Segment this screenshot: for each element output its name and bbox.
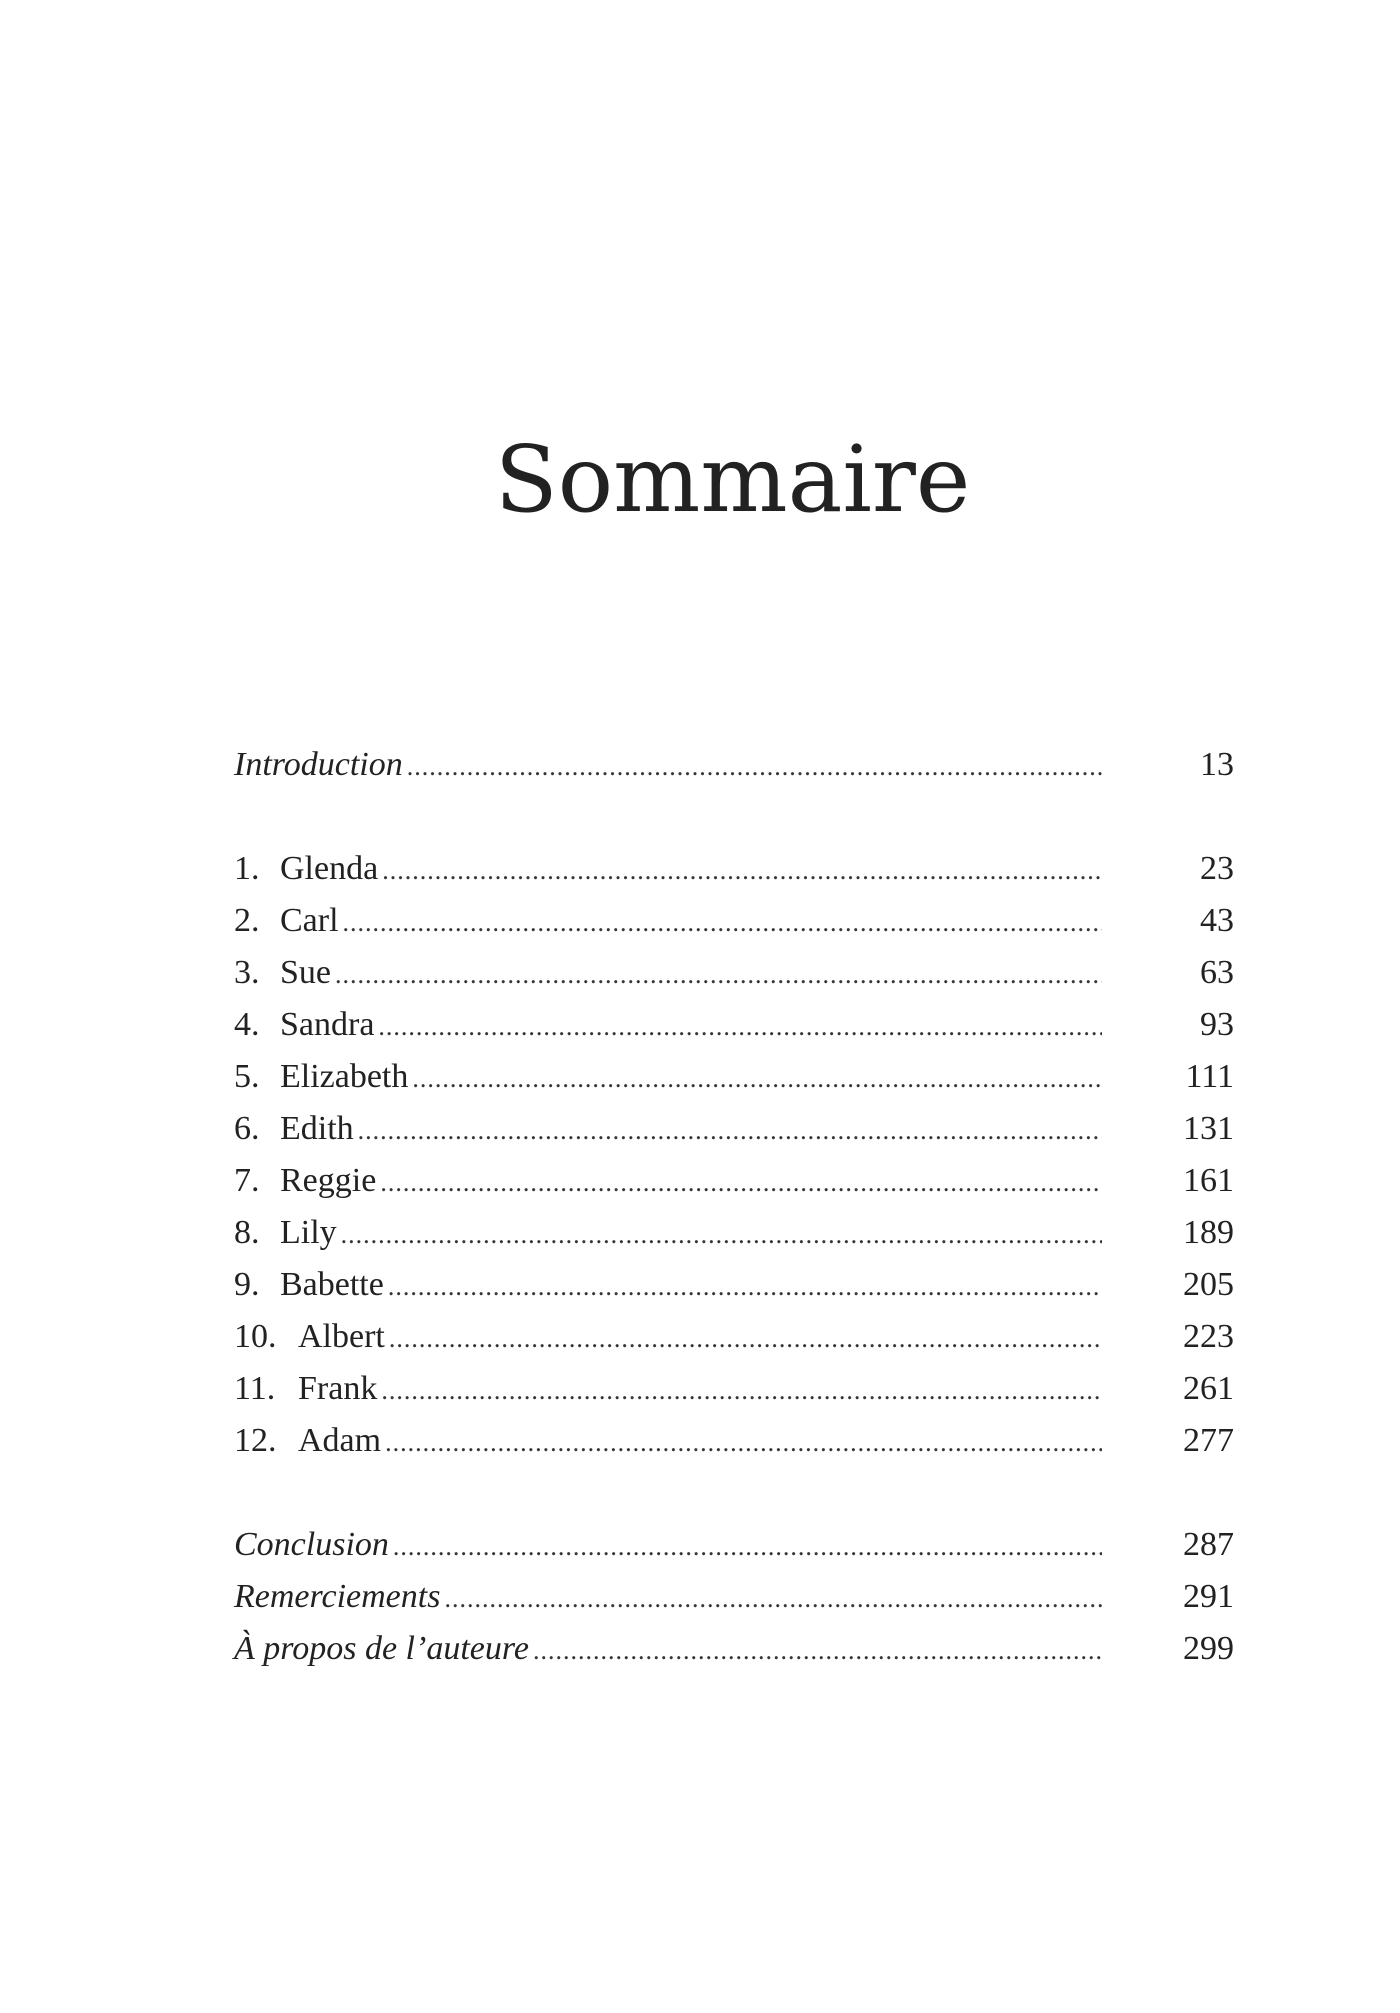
toc-entry-page: 287 [1183,1526,1234,1563]
toc-entry-label [234,1366,377,1412]
toc-entry-introduction [234,742,1234,788]
leader-dots [380,1160,1102,1206]
chapter-title: Frank [298,1370,378,1407]
toc-entry-chapter-3 [234,950,1234,996]
chapter-number: 2. [234,902,260,939]
chapter-number: 12. [234,1422,277,1459]
toc-entry-chapter-10 [234,1314,1234,1360]
chapter-number: 10. [234,1318,277,1355]
leader-dots [385,1420,1102,1466]
toc-entry-label [234,846,378,892]
leader-dots [335,952,1102,998]
chapter-title: Adam [298,1422,382,1459]
toc-entry-label: Introduction [234,746,403,783]
toc-entry-page: 223 [1183,1318,1234,1355]
leader-dots [343,900,1102,946]
chapter-title: Edith [280,1110,354,1147]
toc-entry-page: 93 [1200,1006,1234,1043]
toc-entry-page: 63 [1200,954,1234,991]
toc-entry-conclusion [234,1522,1234,1568]
toc-entry-label [234,898,339,944]
chapter-number: 1. [234,850,260,887]
toc-entry-label: Remerciements [234,1578,441,1615]
toc-entry-chapter-4 [234,1002,1234,1048]
chapter-title: Sue [280,954,331,991]
toc-entry-label [234,1002,374,1048]
toc-entry-page: 131 [1183,1110,1234,1147]
toc-entry-a-propos [234,1626,1234,1672]
chapter-number: 3. [234,954,260,991]
chapter-title: Albert [298,1318,385,1355]
toc-entry-page: 291 [1183,1578,1234,1615]
leader-dots [444,1576,1102,1622]
toc-entry-page: 189 [1183,1214,1234,1251]
chapter-title: Babette [280,1266,384,1303]
leader-dots [358,1108,1102,1154]
chapter-title: Carl [280,902,339,939]
toc-entry-remerciements [234,1574,1234,1620]
toc-entry-label [234,950,331,996]
toc-entry-label [234,1158,376,1204]
leader-dots [381,1368,1102,1414]
chapter-title: Glenda [280,850,379,887]
toc-entry-label [234,1262,384,1308]
chapter-number: 11. [234,1370,276,1407]
toc-entry-chapter-8 [234,1210,1234,1256]
toc-entry-label [234,1418,381,1464]
toc-entry-page: 261 [1183,1370,1234,1407]
chapter-number: 7. [234,1162,260,1199]
toc-entry-chapter-5 [234,1054,1234,1100]
chapter-number: 5. [234,1058,260,1095]
chapter-title: Elizabeth [280,1058,409,1095]
leader-dots [341,1212,1102,1258]
leader-dots [533,1628,1102,1674]
leader-dots [393,1524,1102,1570]
toc-entry-chapter-12 [234,1418,1234,1464]
toc-entry-page: 277 [1183,1422,1234,1459]
toc-entry-page: 111 [1185,1058,1234,1095]
toc-entry-chapter-1 [234,846,1234,892]
toc-entry-chapter-6 [234,1106,1234,1152]
toc-entry-page: 43 [1200,902,1234,939]
toc-entry-page: 13 [1200,746,1234,783]
toc-entry-label: À propos de l’auteure [234,1630,529,1667]
toc-entry-label [234,1314,385,1360]
leader-dots [412,1056,1102,1102]
leader-dots [378,1004,1102,1050]
leader-dots [407,744,1102,790]
chapter-title: Lily [280,1214,337,1251]
toc-entry-label: Conclusion [234,1526,389,1563]
toc-entry-label [234,1054,408,1100]
toc-entry-page: 161 [1183,1162,1234,1199]
chapter-title: Sandra [280,1006,375,1043]
toc-entry-chapter-11 [234,1366,1234,1412]
chapter-number: 6. [234,1110,260,1147]
leader-dots [388,1264,1102,1310]
toc-entry-page: 299 [1183,1630,1234,1667]
leader-dots [382,848,1102,894]
chapter-number: 4. [234,1006,260,1043]
toc-entry-page: 205 [1183,1266,1234,1303]
toc-entry-chapter-7 [234,1158,1234,1204]
toc-entry-label [234,1106,354,1152]
chapter-title: Reggie [280,1162,377,1199]
toc-entry-chapter-9 [234,1262,1234,1308]
toc-entry-label [234,1210,337,1256]
leader-dots [389,1316,1102,1362]
toc-entry-page: 23 [1200,850,1234,887]
page-title: Sommaire [494,426,971,533]
chapter-number: 8. [234,1214,260,1251]
toc-entry-chapter-2 [234,898,1234,944]
chapter-number: 9. [234,1266,260,1303]
